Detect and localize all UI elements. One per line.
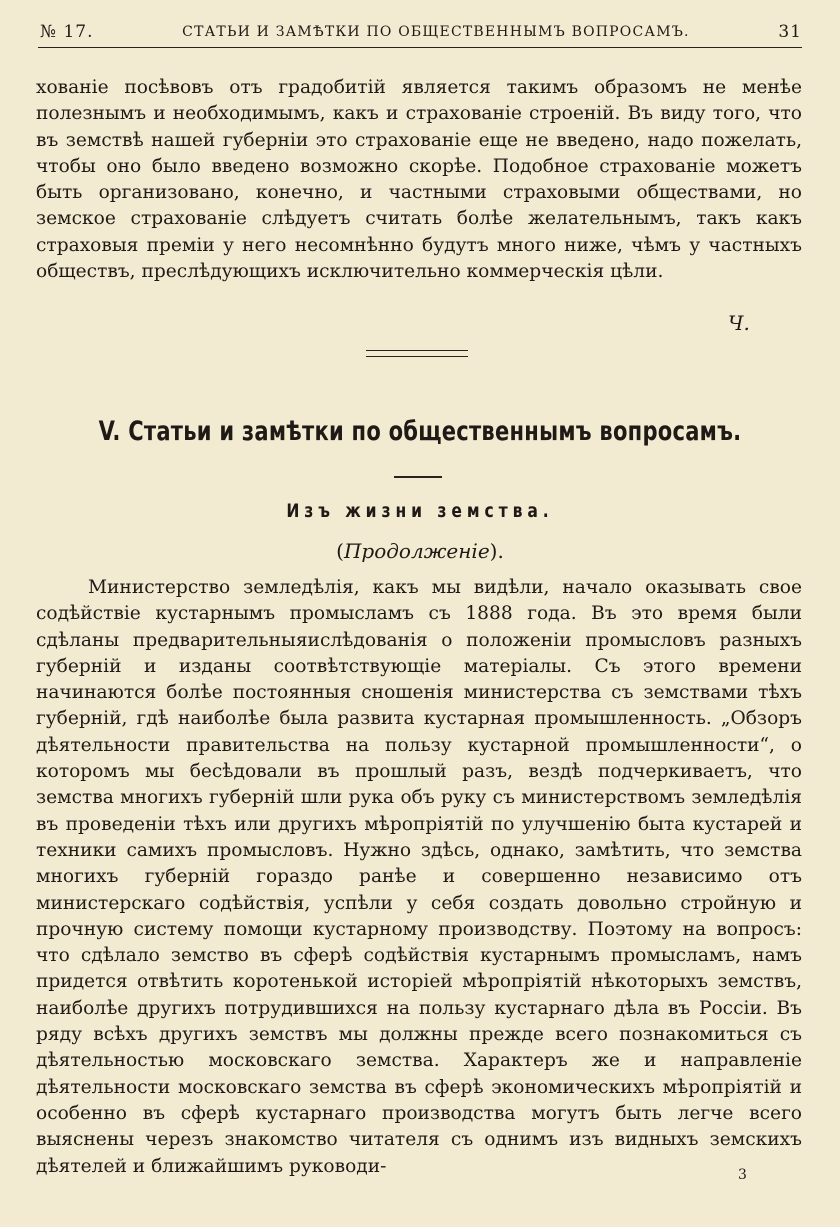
author-signature: Ч.	[728, 311, 750, 335]
article-paragraph: Министерство земледѣлія, какъ мы видѣли, начало оказывать свое содѣйствіе кустарнымъ промысламъ съ 1888 года. Въ это время были сдѣланы предварительныяислѣдованія о положеніи промысловъ разныхъ губерній и изданы соотвѣтствующіе матеріалы. Съ этого времени начинаются болѣе постоянныя сношенія министерства съ земствами тѣхъ губерній, гдѣ наиболѣе была развита кустарная промышленность. „Обзоръ дѣятельности правительства на пользу кустарной промышленности“, о которомъ мы бесѣдовали въ прошлый разъ, вездѣ подчеркиваетъ, что земства многихъ губерній шли рука объ руку съ министерствомъ земледѣлія въ проведеніи тѣхъ или другихъ мѣропріятій по улучшенію быта кустарей и техники самихъ промысловъ. Нужно здѣсь, однако, замѣтить, что земства многихъ губерній гораздо ранѣе и совершенно независимо отъ министерскаго содѣйствія, успѣли у себя создать довольно стройную и прочную систему помощи кустарному производству. Поэтому на вопросъ: что сдѣлало земство въ сферѣ содѣйствія кустарнымъ промысламъ, намъ придется отвѣтить коротенькой исторіей мѣропріятій нѣкоторыхъ земствъ, наиболѣе другихъ потрудившихся на пользу кустарнаго дѣла въ Россіи. Въ ряду всѣхъ другихъ земствъ мы должны прежде всего познакомиться съ дѣятельностью московскаго земства. Характеръ же и направленіе дѣятельности московскаго земства въ сферѣ экономическихъ мѣропріятій и особенно въ сферѣ кустарнаго производства могутъ быть легче всего выяснены черезъ знакомство читателя съ однимъ изъ видныхъ земскихъ дѣятелей и ближайшимъ руководи-	[36, 577, 802, 1177]
section-heading: V. Статьи и замѣтки по общественнымъ вопросамъ.	[98, 416, 742, 447]
running-header	[40, 20, 802, 44]
section-divider	[366, 350, 468, 357]
issue-number: № 17.	[40, 22, 94, 42]
continuation-label: Продолженіе	[343, 539, 490, 563]
article-title: Изъ жизни земства.	[286, 500, 554, 522]
header-rule	[38, 47, 802, 48]
continuation-note: (Продолженіе).	[336, 539, 504, 563]
printer-signature-mark: 3	[738, 1167, 747, 1183]
page-number: 31	[778, 22, 802, 42]
running-title: СТАТЬИ И ЗАМѢТКИ ПО ОБЩЕСТВЕННЫМЪ ВОПРОСАМЪ.	[182, 24, 690, 40]
heading-rule	[394, 476, 442, 478]
paragraph-continued: хованіе посѣвовъ отъ градобитій является такимъ образомъ не менѣе полезнымъ и необходимымъ, какъ и страхованіе строеній. Въ виду того, что въ земствѣ нашей губерніи это страхованіе еще не введено, надо пожелать, чтобы оно было введено возможно скорѣе. Подобное страхованіе можетъ быть организовано, конечно, и частными страховыми обществами, но земское страхованіе слѣдуетъ считать болѣе желательнымъ, такъ какъ страховыя преміи у него несомнѣнно будутъ много ниже, чѣмъ у частныхъ обществъ, преслѣдующихъ исключительно коммерческія цѣли.	[36, 77, 802, 283]
